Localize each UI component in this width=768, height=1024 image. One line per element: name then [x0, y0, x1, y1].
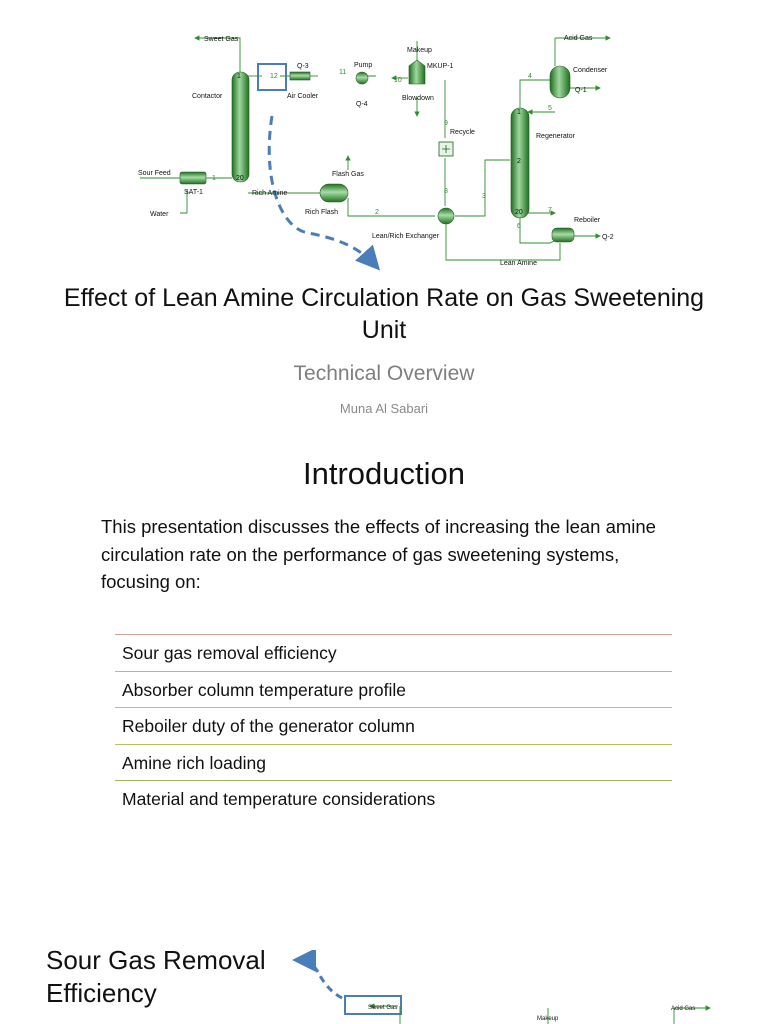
process-flow-diagram-partial [290, 950, 760, 1024]
stream-7: 7 [548, 207, 552, 214]
list-item: Reboiler duty of the generator column [115, 707, 672, 744]
stream-6: 6 [517, 223, 521, 230]
label-sat1: SAT-1 [184, 189, 203, 196]
tray-2-regenerator: 2 [517, 158, 521, 165]
label-q4: Q-4 [356, 101, 368, 108]
list-item: Sour gas removal efficiency [115, 634, 672, 671]
focus-list [115, 634, 672, 817]
stream-8: 8 [444, 188, 448, 195]
label-acid-gas: Acid Gas [564, 35, 593, 42]
label-sour-feed: Sour Feed [138, 170, 171, 177]
stream-5: 5 [548, 105, 552, 112]
process-flow-diagram [130, 28, 650, 273]
presentation-title: Effect of Lean Amine Circulation Rate on Gas Sweetening Unit [63, 284, 705, 344]
label-regenerator: Regenerator [536, 133, 575, 140]
label-lean-rich-exchanger: Lean/Rich Exchanger [372, 233, 439, 240]
tray-20-regenerator: 20 [515, 209, 523, 216]
label-lean-amine: Lean Amine [500, 260, 537, 267]
presentation-author: Muna Al Sabari [339, 401, 429, 416]
list-item: Absorber column temperature profile [115, 671, 672, 708]
stream-4: 4 [528, 73, 532, 80]
stream-1: 1 [212, 175, 216, 182]
label-water: Water [150, 211, 169, 218]
label-blowdown: Blowdown [402, 95, 434, 102]
label-sweet-gas-2: Sweet Gas [368, 1005, 398, 1011]
label-q1: Q-1 [575, 87, 587, 94]
label-air-cooler: Air Cooler [287, 93, 319, 100]
label-mkup1: MKUP-1 [427, 63, 454, 70]
label-q2: Q-2 [602, 234, 614, 241]
tray-1-contactor: 1 [237, 73, 241, 80]
intro-heading: Introduction [303, 456, 465, 491]
label-contactor: Contactor [192, 93, 223, 100]
list-item: Material and temperature considerations [115, 780, 672, 817]
stream-3: 3 [482, 193, 486, 200]
tray-20-contactor: 20 [236, 175, 244, 182]
stream-2: 2 [375, 209, 379, 216]
label-makeup: Makeup [407, 47, 432, 54]
label-flash-gas: Flash Gas [332, 171, 364, 178]
label-acid-gas-2: Acid Gas [671, 1006, 696, 1012]
label-reboiler: Reboiler [574, 217, 601, 224]
list-item: Amine rich loading [115, 744, 672, 781]
tray-1-regenerator: 1 [517, 109, 521, 116]
stream-12: 12 [270, 73, 278, 80]
label-rich-amine: Rich Amine [252, 190, 288, 197]
intro-body: This presentation discusses the effects of increasing the lean amine circulation rate on the performance of gas sweetening systems, focusing on: [101, 516, 656, 592]
presentation-subtitle: Technical Overview [293, 362, 475, 385]
label-condenser: Condenser [573, 67, 608, 74]
label-sweet-gas: Sweet Gas [204, 36, 239, 43]
label-recycle: Recycle [450, 129, 475, 136]
stream-11: 11 [339, 69, 347, 76]
label-rich-flash: Rich Flash [305, 209, 339, 216]
label-q3: Q-3 [297, 63, 309, 70]
label-pump: Pump [354, 62, 373, 69]
section-heading-sour-gas: Sour Gas Removal Efficiency [46, 945, 266, 1008]
label-makeup-2: Makeup [537, 1016, 559, 1022]
stream-10: 10 [394, 77, 402, 84]
stream-9: 9 [444, 120, 448, 127]
